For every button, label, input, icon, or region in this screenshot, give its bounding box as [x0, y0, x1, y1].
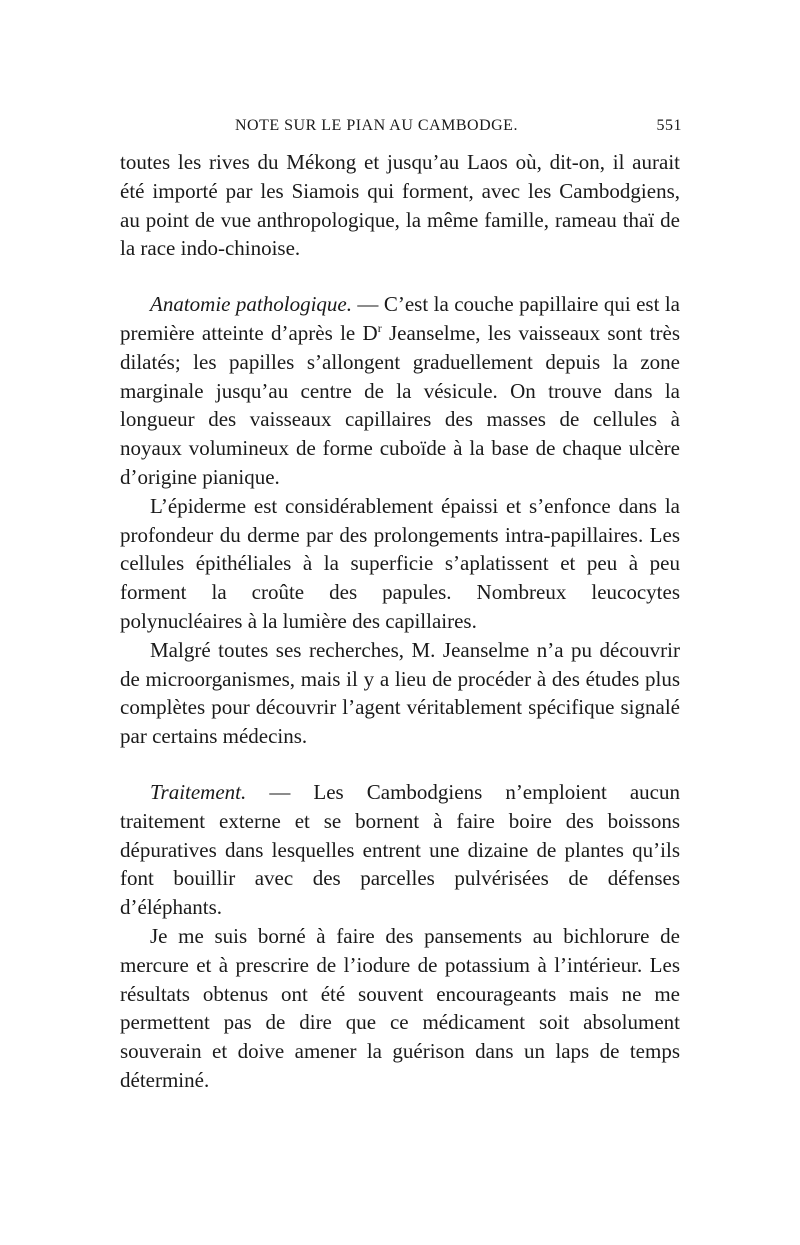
section-heading-traitement: Traitement. — [150, 779, 247, 804]
section-heading-anatomie: Anatomie pathologique. — [150, 292, 352, 317]
page-number: 551 — [656, 117, 682, 134]
paragraph-pansements: Je me suis borné à faire des pansements au bichlorure de mercure et à prescrire de l’iodure de potassium à l’intérieur. Les résultats obtenus ont été souvent encourageants mais ne me permettent pas de dire que ce médicament soit absolument souverain et doive amener la guérison dans un laps de temps déterminé. — [120, 923, 680, 1092]
paragraph-anatomie — [120, 290, 680, 492]
running-header — [120, 117, 682, 141]
paragraph-text: — Les Cambodgiens n’emploient aucun traitement externe et se bornent à faire boire des boissons dépuratives dans lesquelles entrent une dizaine de plantes qu’ils font bouillir avec des parcelles pulvérisées de défenses d’éléphants. — [120, 779, 680, 920]
body-text — [120, 148, 680, 1095]
paragraph-text: Jeanselme, les vaisseaux sont très dilatés; les papilles s’allongent graduellement depuis la zone marginale jusqu’au centre de la vésicule. On trouve dans la longueur des vaisseaux capillaires des masses de cellules à noyaux volumineux de forme cuboïde à la base de chaque ulcère d’origine pianique. — [120, 320, 680, 489]
running-title: NOTE SUR LE PIAN AU CAMBODGE. — [235, 117, 518, 134]
paragraph-continuation: toutes les rives du Mékong et jusqu’au Laos où, dit-on, il aurait été importé par les Siamois qui forment, avec les Cambodgiens, au point de vue anthropologique, la même famille, rameau thaï de la race indo-chinoise. — [120, 150, 680, 261]
paragraph-text: — C’est la couche papillaire qui est la première atteinte d’après le D — [120, 292, 681, 345]
paragraph-epiderme: L’épiderme est considérablement épaissi et s’enfonce dans la profondeur du derme par des prolongements intra-papillaires. Les cellules épithéliales à la superficie s’aplatissent et peu à peu forment la croûte des papules. Nombreux leucocytes polynucléaires à la lumière des capillaires. — [120, 493, 680, 633]
superscript: r — [377, 320, 382, 335]
paragraph-traitement — [120, 778, 680, 922]
paragraph-recherches: Malgré toutes ses recherches, M. Jeanselme n’a pu découvrir de microorganismes, mais il y a lieu de procéder à des études plus complètes pour découvrir l’agent véritablement spécifique signalé par certains médecins. — [120, 637, 680, 749]
